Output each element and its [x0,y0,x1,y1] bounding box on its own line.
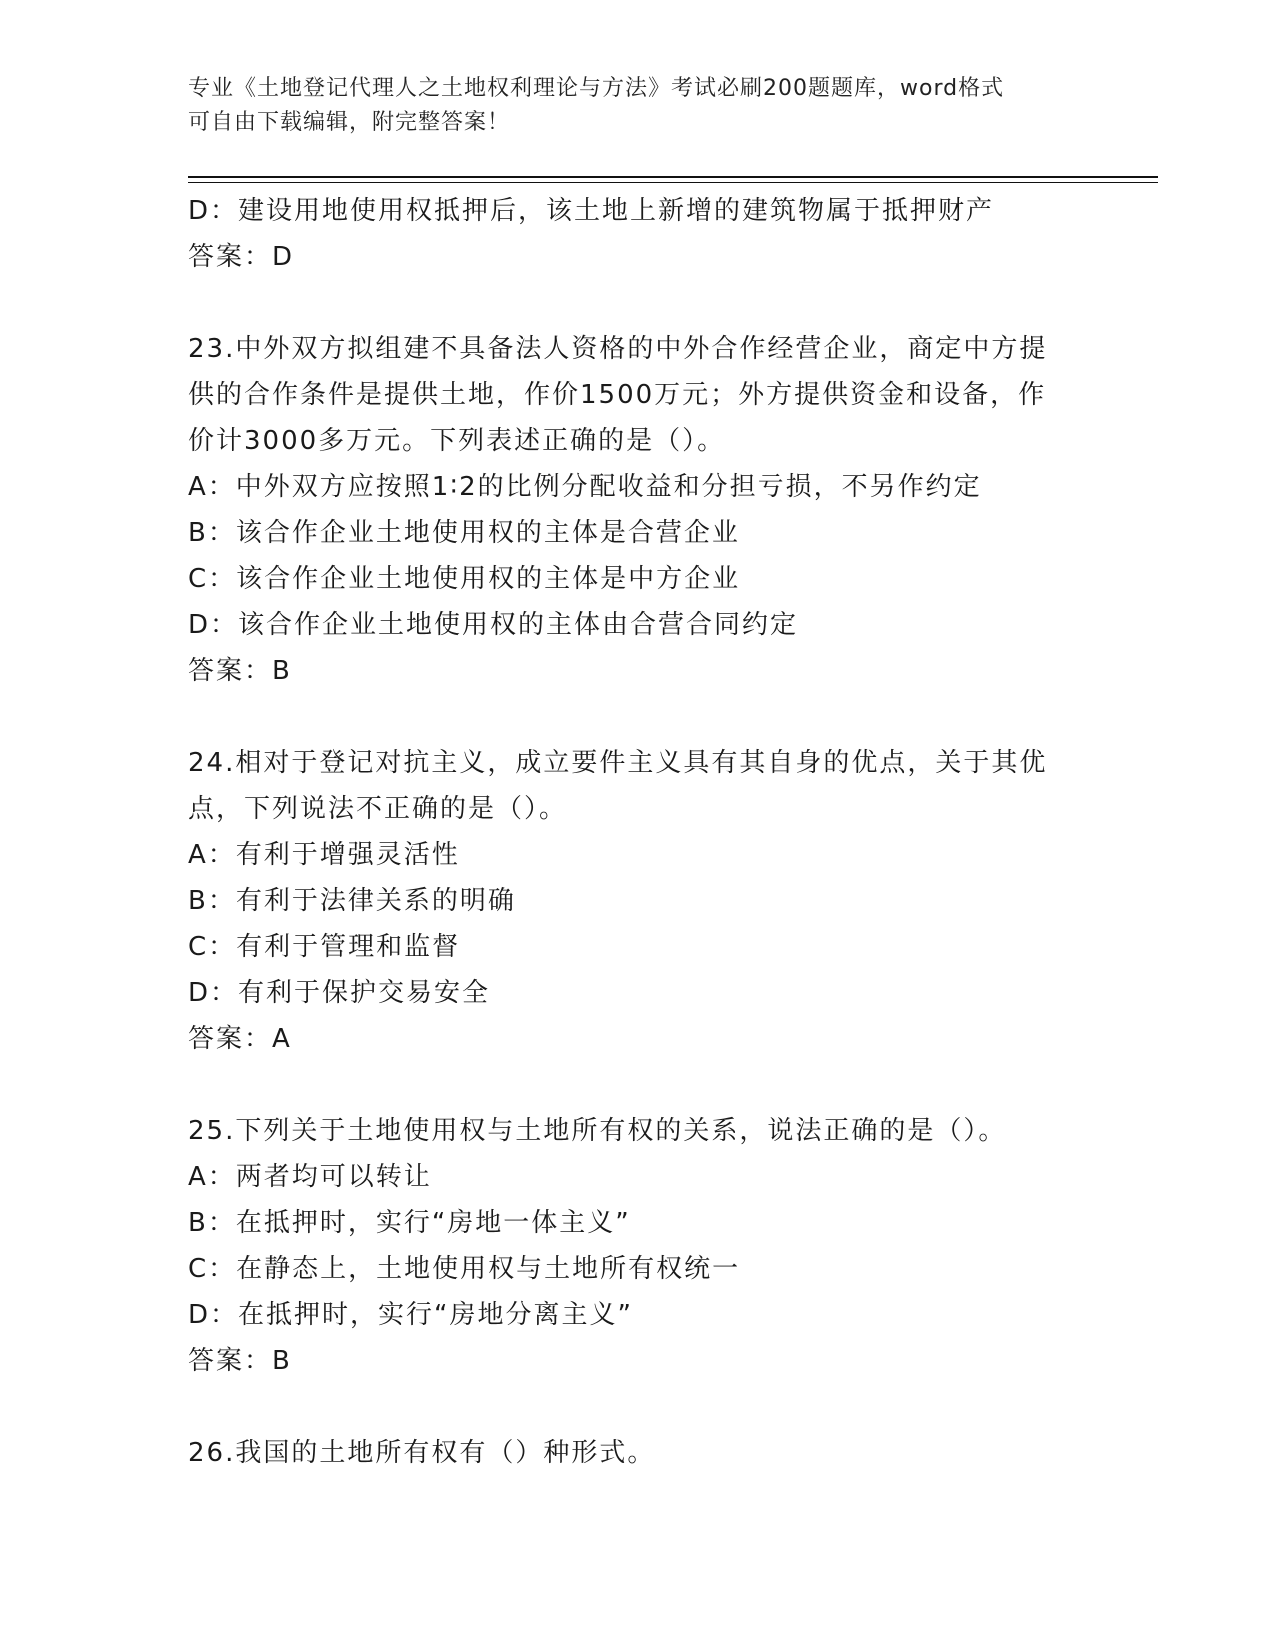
question-26 [188,1430,1088,1476]
option-d: D：该合作企业土地使用权的主体由合营合同约定 [188,610,799,640]
option-b: B：该合作企业土地使用权的主体是合营企业 [188,518,740,548]
header-title-line-1: 专业《土地登记代理人之土地权利理论与方法》考试必刷200题题库，word格式 [188,76,1005,101]
question-stem-line: 23.中外双方拟组建不具备法人资格的中外合作经营企业，商定中方提 [188,334,1048,364]
option-a: A：中外双方应按照1∶2的比例分配收益和分担亏损，不另作约定 [188,472,982,502]
option-d: D：在抵押时，实行“房地分离主义” [188,1300,633,1330]
previous-question-fragment [188,188,1088,280]
answer-line: 答案：B [188,656,292,686]
spacer [188,694,1088,740]
option-c: C：在静态上，土地使用权与土地所有权统一 [188,1254,741,1284]
answer-line: 答案：A [188,1024,292,1054]
question-stem-line: 价计3000多万元。下列表述正确的是（）。 [188,426,726,456]
option-d: D：建设用地使用权抵押后，该土地上新增的建筑物属于抵押财产 [188,196,995,226]
spacer [188,1062,1088,1108]
question-stem-line: 26.我国的土地所有权有（）种形式。 [188,1438,656,1468]
question-stem-line: 24.相对于登记对抗主义，成立要件主义具有其自身的优点，关于其优 [188,748,1048,778]
option-c: C：该合作企业土地使用权的主体是中方企业 [188,564,741,594]
answer-line: 答案：B [188,1346,292,1376]
question-23 [188,326,1088,694]
spacer [188,1384,1088,1430]
page-header [188,72,1088,140]
option-b: B：在抵押时，实行“房地一体主义” [188,1208,631,1238]
question-stem-line: 25.下列关于土地使用权与土地所有权的关系，说法正确的是（）。 [188,1116,1007,1146]
option-b: B：有利于法律关系的明确 [188,886,516,916]
question-stem-line: 供的合作条件是提供土地，作价1500万元；外方提供资金和设备，作 [188,380,1047,410]
header-divider-thick [188,176,1158,178]
question-content [188,188,1088,1476]
option-d: D：有利于保护交易安全 [188,978,491,1008]
option-c: C：有利于管理和监督 [188,932,461,962]
spacer [188,280,1088,326]
header-title-line-2: 可自由下载编辑，附完整答案！ [188,110,511,135]
answer-line: 答案：D [188,242,295,272]
header-divider-thin [188,182,1158,183]
question-stem-line: 点，下列说法不正确的是（）。 [188,794,568,824]
option-a: A：有利于增强灵活性 [188,840,460,870]
question-24 [188,740,1088,1062]
question-25 [188,1108,1088,1384]
option-a: A：两者均可以转让 [188,1162,432,1192]
